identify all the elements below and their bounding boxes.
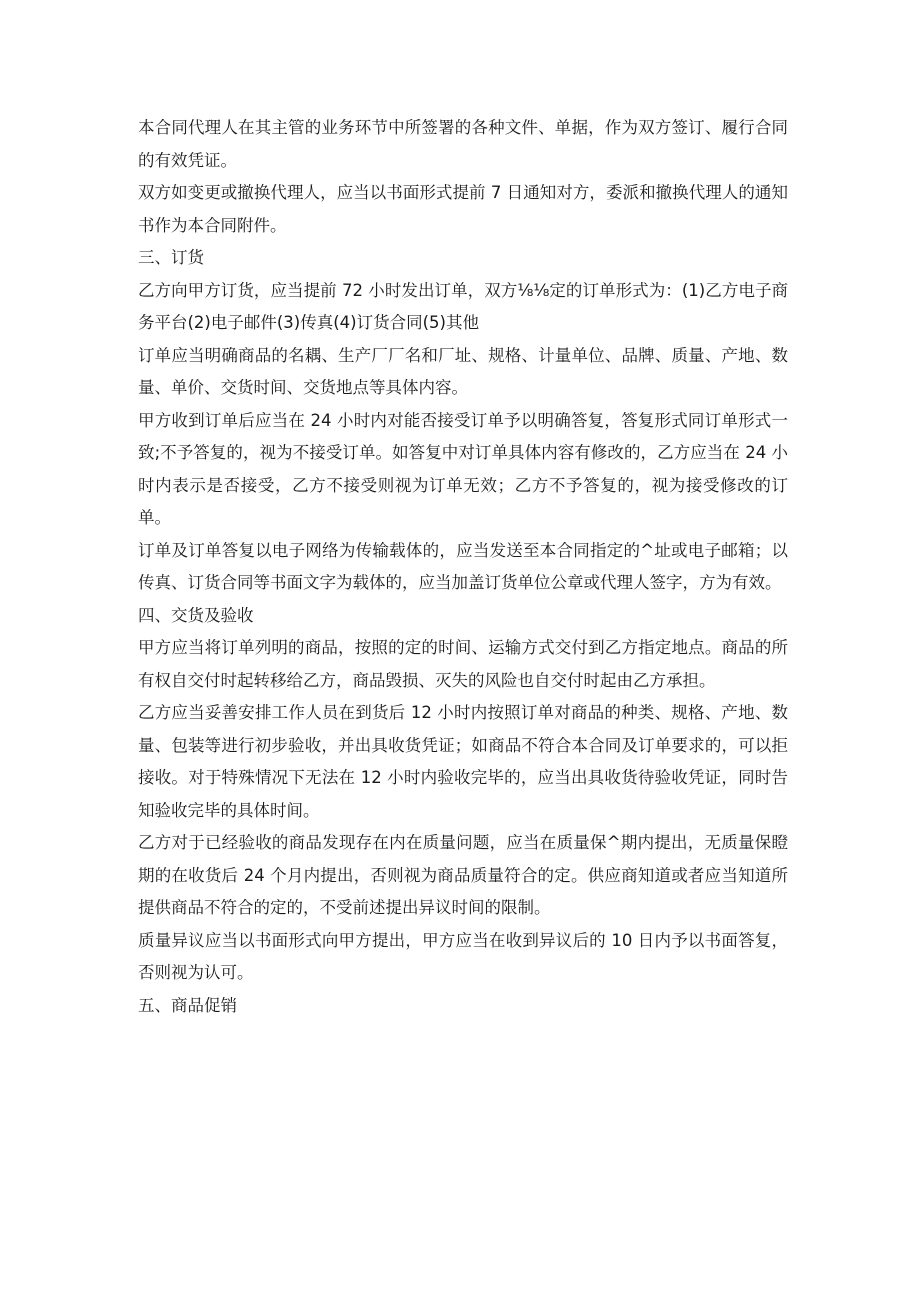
paragraph-inspection: 乙方应当妥善安排工作人员在到货后 12 小时内按照订单对商品的种类、规格、产地、数量、包装等进行初步验收，并出具收货凭证；如商品不符合本合同及订单要求的，可以拒接收。对于特殊情况下无法在 12 小时内验收完毕的，应当出具收货待验收凭证，同时告知验收完毕的具体时间。 (138, 703, 788, 820)
paragraph-order-reply: 甲方收到订单后应当在 24 小时内对能否接受订单予以明确答复，答复形式同订单形式一致;不予答复的，视为不接受订单。如答复中对订单具体内容有修改的，乙方应当在 24 小时内表示是否接受，乙方不接受则视为订单无效；乙方不予答复的，视为接受修改的订单。 (138, 410, 788, 527)
paragraph-quality-objection: 质量异议应当以书面形式向甲方提出，甲方应当在收到异议后的 10 日内予以书面答复，否则视为认可。 (138, 930, 788, 982)
section-heading-delivery: 四、交货及验收 (138, 605, 254, 625)
section-heading-promotion: 五、商品促销 (138, 995, 237, 1015)
paragraph-order-forms: 乙方向甲方订货，应当提前 72 小时发出订单，双方⅛⅛定的订单形式为：(1)乙方电子商务平台(2)电子邮件(3)传真(4)订货合同(5)其他 (138, 280, 788, 332)
section-heading-ordering: 三、订货 (138, 248, 204, 267)
document-body (138, 112, 788, 1022)
paragraph-delivery-transfer: 甲方应当将订单列明的商品，按照的定的时间、运输方式交付到乙方指定地点。商品的所有权自交付时起转移给乙方，商品毁损、灭失的风险也自交付时起由乙方承担。 (138, 638, 788, 690)
paragraph-order-transmission: 订单及订单答复以电子网络为传输载体的，应当发送至本合同指定的^址或电子邮箱；以传真、订货合同等书面文字为载体的，应当加盖订货单位公章或代理人签字，方为有效。 (138, 540, 788, 592)
paragraph-order-contents: 订单应当明确商品的名耦、生产厂厂名和厂址、规格、计量单位、品牌、质量、产地、数量、单价、交货时间、交货地点等具体内容。 (138, 345, 788, 397)
paragraph-quality-issues: 乙方对于已经验收的商品发现存在内在质量问题，应当在质量保^期内提出，无质量保瞪期的在收货后 24 个月内提出，否则视为商品质量符合的定。供应商知道或者应当知道所提供商品不符合的定的，不受前述提出异议时间的限制。 (138, 833, 788, 917)
paragraph-agent-documents: 本合同代理人在其主管的业务环节中所签署的各种文件、单据，作为双方签订、履行合同的有效凭证。 (138, 118, 788, 170)
paragraph-agent-change: 双方如变更或撤换代理人，应当以书面形式提前 7 日通知对方，委派和撤换代理人的通知书作为本合同附件。 (138, 183, 788, 235)
